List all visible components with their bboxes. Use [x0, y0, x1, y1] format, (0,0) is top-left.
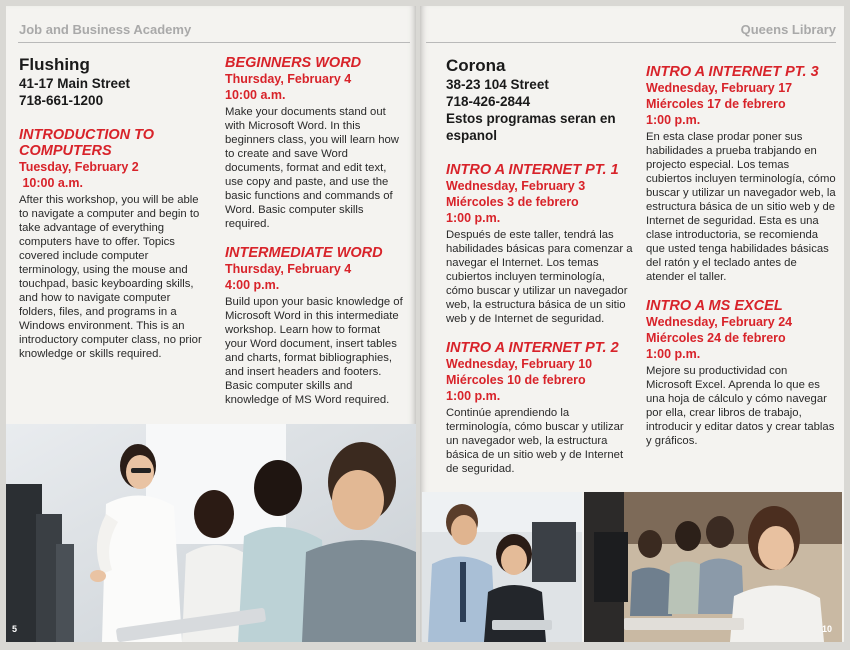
course-date-spanish: Miércoles 3 de febrero [446, 195, 579, 209]
course-time: 10:00 a.m. [19, 176, 83, 190]
location-address: 38-23 104 Street [446, 77, 549, 92]
course-title: INTERMEDIATE WORD [225, 245, 383, 261]
course-title: INTRO A MS EXCEL [646, 298, 783, 314]
course-description: Build upon your basic knowledge of Microsoft Word in this intermediate workshop. Learn how to format your Word document, insert tables and charts, format bibliographies, and insert headers and footers. Basic computer skills and knowledge of MS Word required. [225, 296, 403, 406]
right-column-2 [646, 64, 836, 448]
course-date: Wednesday, February 10 [446, 357, 593, 371]
students-photo-illustration [422, 492, 582, 642]
classroom-photo [6, 424, 416, 642]
group-photo-illustration [584, 492, 842, 642]
left-page [6, 6, 416, 642]
location-address: 41-17 Main Street [19, 76, 131, 91]
location-name: Corona [446, 56, 506, 75]
page-number: 5 [12, 624, 18, 634]
course-date: Wednesday, February 17 [646, 81, 793, 95]
course-time: 1:00 p.m. [446, 211, 501, 225]
location-phone: 718-426-2844 [446, 94, 531, 109]
course-date: Tuesday, February 2 [19, 160, 139, 174]
group-photo [584, 492, 842, 642]
page-number: 10 [821, 624, 832, 634]
header-rule [426, 42, 836, 43]
course-title: INTRODUCTION TO COMPUTERS [19, 127, 155, 159]
running-head: Job and Business Academy [19, 22, 192, 37]
course-description: After this workshop, you will be able to navigate a computer and begin to take advantage of everything computers have to offer. Topics covered include computer terminology, using the mouse and touchpad, basic keyboarding skills, and how to navigate computer folders, files, and programs in a Windows environment. This is an introductory computer class, no prior knowledge or skills required. [19, 194, 202, 360]
students-photo [422, 492, 582, 642]
course-title: BEGINNERS WORD [225, 55, 362, 71]
course-description: Continúe aprendiendo la terminología, cómo buscar y utilizar un navegador web, la estructura básica de un sitio web y de Internet de seguridad. [446, 407, 624, 475]
running-head: Queens Library [740, 22, 836, 37]
course-date: Thursday, February 4 [225, 262, 352, 276]
course-description: Make your documents stand out with Microsoft Word. In this beginners class, you will learn how to create and save Word documents, format and edit text, use copy and paste, and use the basic functions and commands of Word. Basic computer skills required. [225, 106, 399, 230]
course-date: Wednesday, February 3 [446, 179, 586, 193]
course-title: INTRO A INTERNET PT. 1 [446, 162, 619, 178]
course-time: 1:00 p.m. [646, 347, 701, 361]
location-note: Estos programas seran en espanol [446, 111, 616, 143]
course-description: Mejore su productividad con Microsoft Excel. Aprenda lo que es una hoja de cálculo y cómo navegar por ella, crear libros de trabajo, introducir y editar datos y crear tablas y gráficos. [646, 365, 835, 447]
right-page [420, 6, 844, 642]
header-rule [18, 42, 410, 43]
left-column-2 [225, 55, 405, 407]
course-time: 4:00 p.m. [225, 278, 280, 292]
course-time: 1:00 p.m. [646, 113, 701, 127]
course-title: INTRO A INTERNET PT. 3 [646, 64, 819, 80]
location-name: Flushing [19, 55, 90, 74]
course-date: Thursday, February 4 [225, 72, 352, 86]
course-time: 10:00 a.m. [225, 88, 286, 102]
course-title: INTRO A INTERNET PT. 2 [446, 340, 619, 356]
course-time: 1:00 p.m. [446, 389, 501, 403]
classroom-photo-illustration [6, 424, 416, 642]
course-date: Wednesday, February 24 [646, 315, 793, 329]
course-description: En esta clase prodar poner sus habilidades a prueba trabjando en projecto especial. Los temas cubiertos incluyen terminología, cómo buscar y utilizar un navegador web, la estructura básica de un sitio web y de Internet de seguridad. Esta es una clase introductoria, se recomienda que usted tenga habilidades básicas del ratón y el teclado antes de atender el taller. [646, 131, 836, 283]
course-date-spanish: Miércoles 17 de febrero [646, 97, 786, 111]
course-date-spanish: Miércoles 10 de febrero [446, 373, 586, 387]
course-description: Después de este taller, tendrá las habilidades básicas para comenzar a navegar el Internet. Los temas cubiertos incluyen terminología, cómo buscar y utilizar un navegador web, la estructura básica de un sitio web y de Internet de seguridad. [446, 229, 633, 325]
course-date-spanish: Miércoles 24 de febrero [646, 331, 786, 345]
right-column-1 [446, 56, 634, 476]
left-column-1 [19, 55, 207, 361]
location-phone: 718-661-1200 [19, 93, 104, 108]
